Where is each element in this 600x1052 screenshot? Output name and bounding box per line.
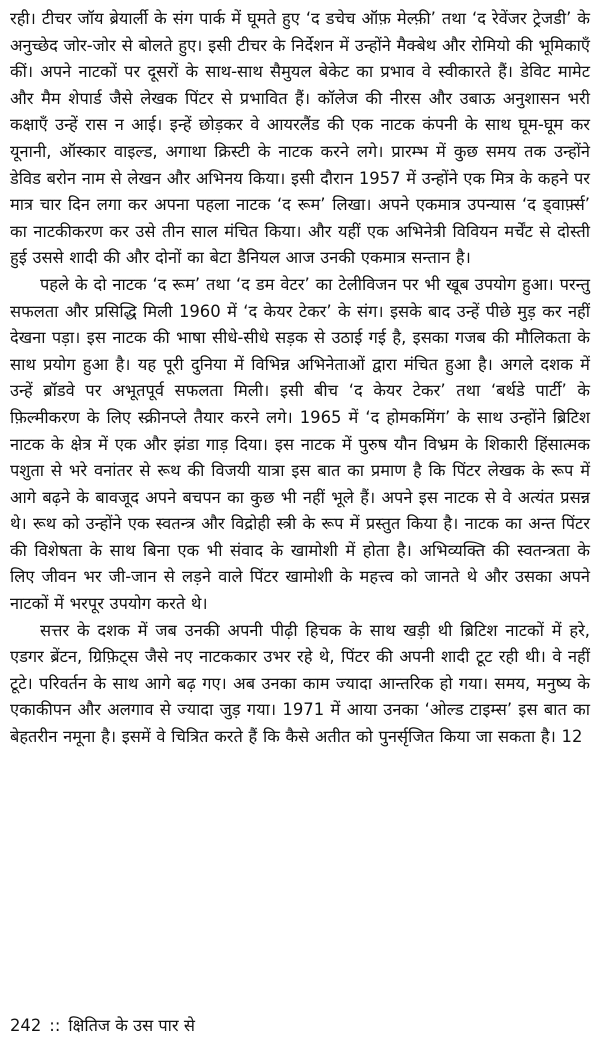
page-number: 242 bbox=[10, 1016, 42, 1035]
paragraph-2: पहले के दो नाटक ‘द रूम’ तथा ‘द डम वेटर’ का टेलीविजन पर भी खूब उपयोग हुआ। परन्तु सफलता और प्रसिद्धि मिली 1960 में ‘द केयर टेकर’ के संग। इसके बाद उन्हें पीछे मुड़ कर नहीं देखना पड़ा। इस नाटक की भाषा सीधे-सीधे सड़क से उठाई गई है, इसका गजब की मौलिकता के साथ प्रयोग हुआ है। यह पूरी दुनिया में विभिन्न अभिनेताओं द्वारा मंचित हुआ है। अगले दशक में उन्हें ब्रॉडवे पर अभूतपूर्व सफलता मिली। इसी बीच ‘द केयर टेकर’ तथा ‘बर्थडे पार्टी’ के फ़िल्मीकरण के लिए स्क्रीनप्ले तैयार करने लगे। 1965 में ‘द होमकमिंग’ के साथ उन्होंने ब्रिटिश नाटक के क्षेत्र में एक और झंडा गाड़ दिया। इस नाटक में पुरुष यौन विभ्रम के शिकारी हिंसात्मक पशुता से भरे वनांतर से रूथ की विजयी यात्रा इस बात का प्रमाण है कि पिंटर लेखक के रूप में आगे बढ़ने के बावजूद अपने बचपन का कुछ भी नहीं भूले हैं। अपने इस नाटक से वे अत्यंत प्रसन्न थे। रूथ को उन्होंने एक स्वतन्त्र और विद्रोही स्त्री के रूप में प्रस्तुत किया है। नाटक का अन्त पिंटर की विशेषता के साथ बिना एक भी संवाद के खामोशी में होता है। अभिव्यक्ति की स्वतन्त्रता के लिए जीवन भर जी-जान से लड़ने वाले पिंटर खामोशी के महत्त्व को जानते थे और उसका अपने नाटकों में भरपूर उपयोग करते थे। bbox=[10, 274, 590, 614]
paragraph-1: रही। टीचर जॉय ब्रेयार्ली के संग पार्क में घूमते हुए ‘द डचेच ऑफ़ मेल्फ़ी’ तथा ‘द रेवेंजर ट्रेजडी’ के अनुच्छेद जोर-जोर से बोलते हुए। इसी टीचर के निर्देशन में उन्होंने मैक्बेथ और रोमियो की भूमिकाएँ कीं। अपने नाटकों पर दूसरों के साथ-साथ सैमुयल बेकेट का प्रभाव वे स्वीकारते हैं। डेविट मामेट और मैम शेपार्ड जैसे लेखक पिंटर से प्रभावित हैं। कॉलेज की नीरस और उबाऊ अनुशासन भरी कक्षाएँ उन्हें रास न आई। इन्हें छोड़कर वे आयरलैंड की एक नाटक कंपनी के साथ घूम-घूम कर यूनानी, ऑस्कार वाइल्ड, अगाथा क्रिस्टी के नाटक करने लगे। प्रारम्भ में कुछ समय तक उन्होंने डेविड बरोन नाम से लेखन और अभिनय किया। इसी दौरान 1957 में उन्होंने एक मित्र के कहने पर मात्र चार दिन लगा कर अपना पहला नाटक ‘द रूम’ लिखा। अपने एकमात्र उपन्यास ‘द ड्वार्फ़्स’ का नाटकीकरण कर उसे तीन साल मंचित किया। और यहीं एक अभिनेत्री विवियन मर्चेंट से दोस्ती हुई उससे शादी की और दोनों का बेटा डैनियल आज उनकी एकमात्र सन्तान है। bbox=[10, 9, 590, 268]
page-footer bbox=[10, 1013, 195, 1036]
book-title: क्षितिज के उस पार से bbox=[68, 1016, 195, 1035]
paragraph-3: सत्तर के दशक में जब उनकी अपनी पीढ़ी हिचक के साथ खड़ी थी ब्रिटिश नाटकों में हरे, एडगर ब्रेंटन, ग्रिफ़िट्स जैसे नए नाटककार उभर रहे थे, पिंटर की अपनी शादी टूट रही थी। वे नहीं टूटे। परिवर्तन के साथ आगे बढ़ गए। अब उनका काम ज्यादा आन्तरिक हो गया। समय, मनुष्य के एकाकीपन और अलगाव से ज्यादा जुड़ गया। 1971 में आया उनका ‘ओल्ड टाइम्स’ इस बात का बेहतरीन नमूना है। इसमें वे चित्रित करते हैं कि कैसे अतीत को पुनर्सृजित किया जा सकता है। 12 bbox=[10, 620, 590, 747]
footer-separator: :: bbox=[49, 1016, 61, 1035]
